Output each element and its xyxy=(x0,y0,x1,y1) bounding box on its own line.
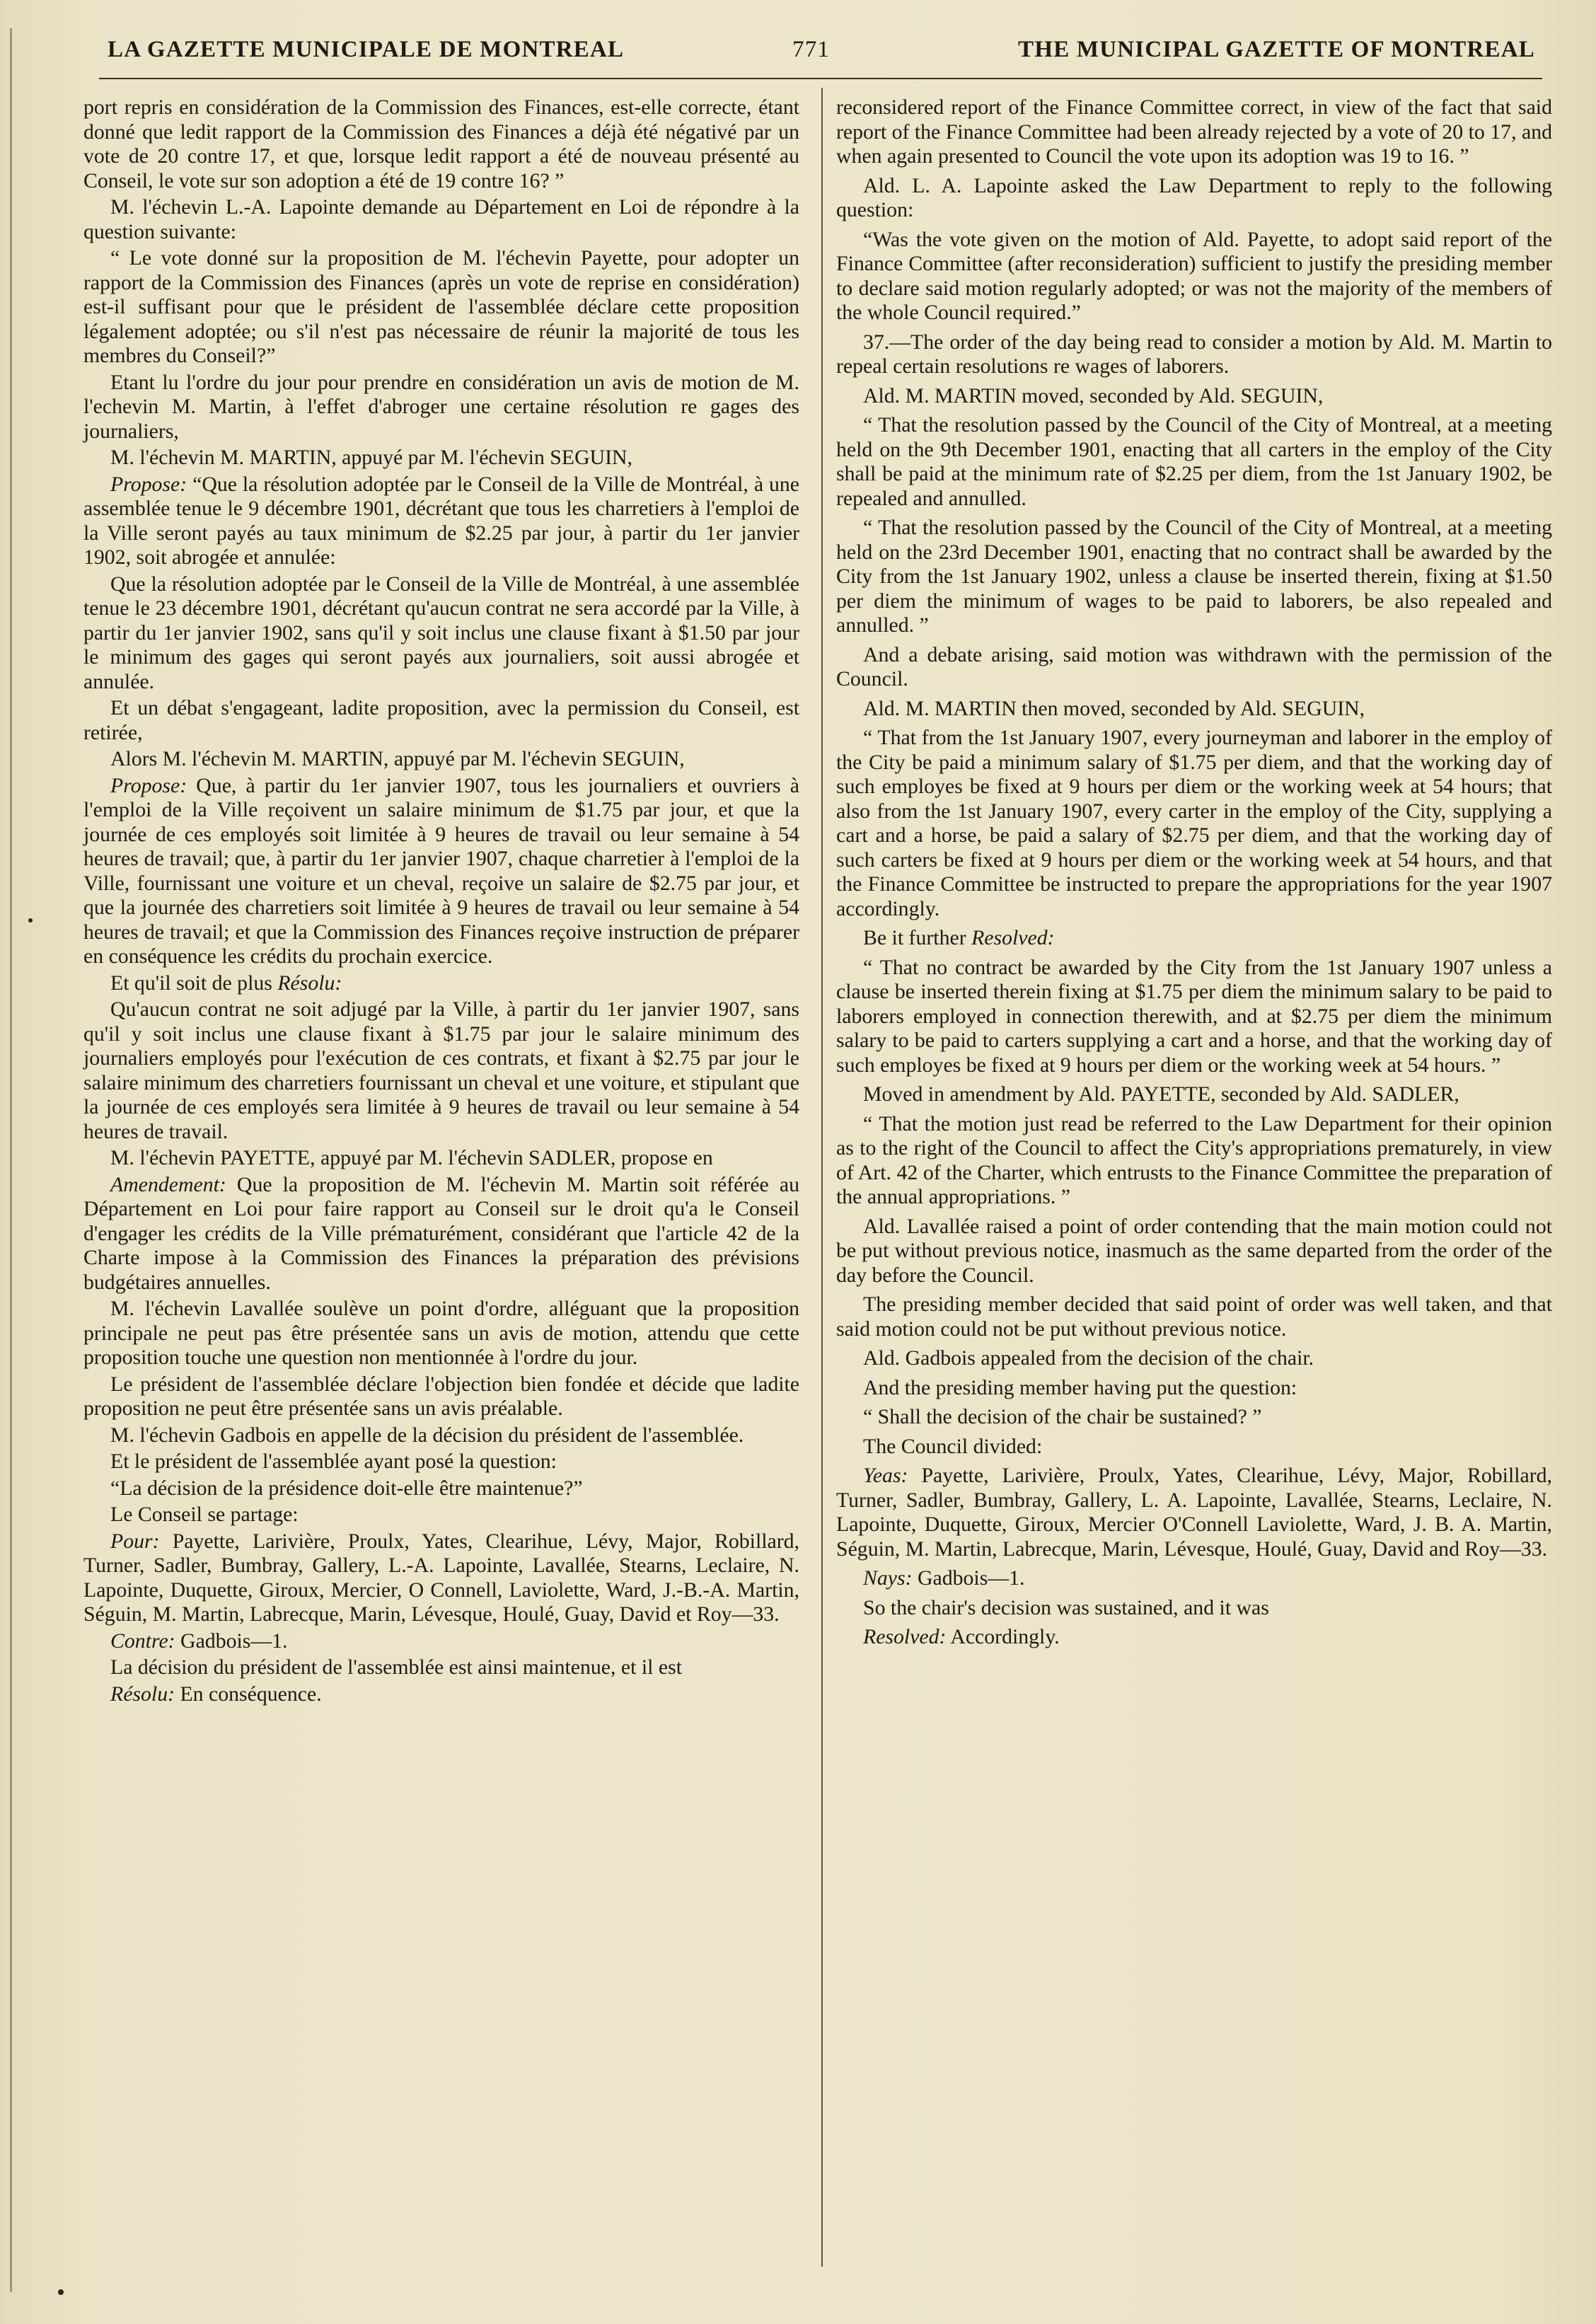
paragraph: Alors M. l'échevin M. MARTIN, appuyé par M. l'échevin SEGUIN, xyxy=(110,747,685,770)
text: Gadbois—1. xyxy=(180,1629,288,1653)
paragraph: M. l'échevin M. MARTIN, appuyé par M. l'échevin SEGUIN, xyxy=(110,446,632,469)
binding-edge xyxy=(10,28,12,2292)
paragraph: “ That the resolution passed by the Council of the City of Montreal, at a meeting held on the 23rd December 1901, enacting that no contract shall be awarded by the City from the 1st January 1902, unless a clause be inserted therein, fixing at $1.50 per diem the minimum of wages to be paid to laborers, be also repealed and annulled. ” xyxy=(836,516,1552,637)
text: Et qu'il soit de plus xyxy=(110,971,272,995)
paragraph: “ Le vote donné sur la proposition de M. l'échevin Payette, pour adopter un rapport de la Commission des Finances (après un vote de reprise en considération) est-il suffisant pour que le président de l'assemblée déclare cette proposition légalement adoptée; ou s'il n'est pas nécessaire de réunir la majorité de tous les membres du Conseil?” xyxy=(83,246,799,367)
paragraph: “ That the motion just read be referred to the Law Department for their opinion as to the right of the Council to affect the City's appropriations prematurely, in view of Art. 42 of the Charter, which entrusts to the Finance Committee the preparation of the annual appropriations. ” xyxy=(836,1111,1552,1208)
text: Gadbois—1. xyxy=(917,1566,1025,1590)
french-column xyxy=(83,96,799,1709)
margin-dot xyxy=(28,918,33,923)
paragraph: Moved in amendment by Ald. PAYETTE, seconded by Ald. SADLER, xyxy=(863,1082,1459,1106)
text: Que la proposition de M. l'échevin M. Martin soit référée au Département en Loi pour faire rapport au Conseil sur le droit qu'a le Conseil d'engager les crédits de la Ville prématurément, considérant que l'article 42 de la Charte impose à la Commission des Finances la préparation des prévisions budgétaires annuelles. xyxy=(83,1172,800,1294)
label-resolu: Résolu: xyxy=(277,971,342,995)
paragraph: M. l'échevin Gadbois en appelle de la décision du président de l'assemblée. xyxy=(110,1423,744,1447)
paragraph xyxy=(836,1625,1552,1650)
paragraph: And the presiding member having put the question: xyxy=(863,1375,1297,1399)
label-resolved: Resolved: xyxy=(863,1625,947,1648)
paragraph: Et un débat s'engageant, ladite proposition, avec la permission du Conseil, est retirée, xyxy=(83,696,799,744)
paragraph xyxy=(83,473,799,570)
paragraph: The Council divided: xyxy=(863,1434,1043,1458)
label-contre: Contre: xyxy=(110,1629,175,1653)
paragraph: port repris en considération de la Commission des Finances, est-elle correcte, étant donné que ledit rapport de la Commission des Finances a déjà été négativé par un vote de 20 contre 17, et que, lorsque ledit rapport a été de nouveau présenté au Conseil, le vote sur son adoption a été de 19 contre 16? ” xyxy=(83,96,799,192)
paragraph: “Was the vote given on the motion of Ald. Payette, to adopt said report of the Finance Committee (after reconsideration) sufficient to justify the presiding member to declare said motion regularly adopted; or was not the majority of the members of the whole Council required.” xyxy=(836,227,1552,324)
paragraph: La décision du président de l'assemblée est ainsi maintenue, et il est xyxy=(110,1655,682,1679)
paragraph: Que la résolution adoptée par le Conseil de la Ville de Montréal, à une assemblée tenue le 23 décembre 1901, décrétant qu'aucun contrat ne sera accordé par la Ville, à partir du 1er janvier 1902, sans qu'il y soit inclus une clause fixant à $1.50 par jour le minimum des gages qui seront payés aux journaliers, soit aussi abrogée et annulée. xyxy=(83,572,799,693)
paragraph: M. l'échevin L.-A. Lapointe demande au Département en Loi de répondre à la question suivante: xyxy=(83,195,799,243)
label-resolved: Resolved: xyxy=(971,926,1055,949)
label-pour: Pour: xyxy=(110,1529,160,1553)
paragraph xyxy=(836,1566,1552,1591)
text: Payette, Larivière, Proulx, Yates, Clearihue, Lévy, Major, Robillard, Turner, Sadler, Bumbray, Gallery, L.-A. Lapointe, Lavallée, Stearns, Leclaire, N. Lapointe, Duquette, Giroux, Mercier, O Connell, Laviolette, Ward, J.-B.-A. Martin, Séguin, M. Martin, Labrecque, Marin, Lévesque, Houlé, Guay, David et Roy—33. xyxy=(83,1529,799,1626)
header-french-title: LA GAZETTE MUNICIPALE DE MONTREAL xyxy=(108,37,625,62)
label-nays: Nays: xyxy=(863,1566,913,1590)
paragraph: “ Shall the decision of the chair be sustained? ” xyxy=(863,1405,1262,1428)
paragraph: Ald. Gadbois appealed from the decision of the chair. xyxy=(863,1346,1314,1370)
paragraph: M. l'échevin Lavallée soulève un point d'ordre, alléguant que la proposition principale ne peut pas être présentée sans un avis de motion, attendu que cette proposition touche une question non mentionnée à l'ordre du jour. xyxy=(83,1297,799,1369)
column-divider xyxy=(821,88,823,2267)
paragraph xyxy=(83,1682,799,1707)
paragraph: 37.—The order of the day being read to consider a motion by Ald. M. Martin to repeal certain resolutions re wages of laborers. xyxy=(836,330,1552,378)
paragraph: Etant lu l'ordre du jour pour prendre en considération un avis de motion de M. l'echevin M. Martin, à l'effet d'abroger une certaine résolution re gages des journaliers, xyxy=(83,370,799,443)
paragraph: And a debate arising, said motion was withdrawn with the permission of the Council. xyxy=(836,642,1552,690)
paragraph: “ That the resolution passed by the Council of the City of Montreal, at a meeting held on the 9th December 1901, enacting that all carters in the employ of the City shall be paid at the minimum rate of $2.25 per diem, from the 1st January 1902, be repealed and annulled. xyxy=(836,413,1552,510)
paragraph: “ That from the 1st January 1907, every journeyman and laborer in the employ of the City be paid a minimum salary of $1.75 per diem, and that the working day of such employes be fixed at 9 hours per diem or the working week at 54 hours; that also from the 1st January 1907, every carter in the employ of the City, supplying a cart and a horse, be paid a salary of $2.75 per diem, and that the working day of such carters be fixed at 9 hours per diem or the working week at 54 hours, and that the Finance Committee be instructed to prepare the appropriations for the year 1907 accordingly. xyxy=(836,726,1552,920)
label-yeas: Yeas: xyxy=(863,1464,908,1487)
paragraph xyxy=(836,1464,1552,1561)
paragraph: So the chair's decision was sustained, and it was xyxy=(863,1595,1269,1619)
english-column xyxy=(836,96,1552,1655)
label-propose: Propose: xyxy=(110,773,187,797)
paragraph xyxy=(83,774,799,969)
paragraph: Ald. Lavallée raised a point of order contending that the main motion could not be put without previous notice, inasmuch as the same departed from the order of the day before the Council. xyxy=(836,1214,1552,1287)
label-propose: Propose: xyxy=(110,472,187,496)
label-amendement: Amendement: xyxy=(110,1172,226,1196)
header-rule xyxy=(99,78,1542,79)
paragraph: Qu'aucun contrat ne soit adjugé par la Ville, à partir du 1er janvier 1907, sans qu'il y soit inclus une clause fixant à $1.75 par jour le salaire minimum des journaliers employés pour l'exécution de ces contrats, et fixant à $2.75 par jour le salaire minimum des charretiers fournissant un cheval et une voiture, et stipulant que la journée de ces employés sera limitée à 9 heures de travail ou leur semaine à 54 heures de travail. xyxy=(83,998,799,1143)
text: Be it further xyxy=(863,926,966,949)
margin-dot xyxy=(58,2289,64,2295)
running-header xyxy=(99,30,1535,72)
text: En conséquence. xyxy=(180,1682,322,1706)
paragraph: Et le président de l'assemblée ayant posé la question: xyxy=(110,1450,557,1473)
paragraph: Ald. M. MARTIN then moved, seconded by Ald. SEGUIN, xyxy=(863,696,1365,720)
paragraph: reconsidered report of the Finance Committee correct, in view of the fact that said report of the Finance Committee had been already rejected by a vote of 20 to 17, and when again presented to Council the vote upon its adoption was 19 to 16. ” xyxy=(836,96,1552,168)
text: “Que la résolution adoptée par le Conseil de la Ville de Montréal, à une assemblée tenue le 9 décembre 1901, décrétant que tous les charretiers à l'emploi de la Ville seront payés au taux minimum de $2.25 par jour, à partir du 1er janvier 1902, soit abrogée et annulée: xyxy=(83,472,800,569)
paragraph xyxy=(836,926,1552,951)
label-resolu: Résolu: xyxy=(110,1682,175,1706)
paragraph xyxy=(83,971,799,996)
text: Payette, Larivière, Proulx, Yates, Clearihue, Lévy, Major, Robillard, Turner, Sadler, Bumbray, Gallery, L. A. Lapointe, Lavallée, Stearns, Leclaire, N. Lapointe, Duquette, Giroux, Mercier O'Connell Laviolette, Ward, J. B. A. Martin, Séguin, M. Martin, Labrecque, Marin, Lévesque, Houlé, Guay, David and Roy—33. xyxy=(836,1464,1553,1561)
text: Que, à partir du 1er janvier 1907, tous les journaliers et ouvriers à l'emploi de la Ville reçoivent un salaire minimum de $1.75 par jour, et que la journée de ces employés soit limitée à 9 heures de travail ou leur semaine à 54 heures de travail; que, à partir du 1er janvier 1907, chaque charretier à l'emploi de la Ville, fournissant une voiture et un cheval, reçoive un salaire de $2.75 par jour, et que la journée des charretiers soit limitée à 9 heures de travail ou leur semaine à 54 heures de travail; et que la Commission des Finances reçoive instruction de préparer en conséquence les crédits du prochain exercice. xyxy=(83,773,799,968)
paragraph xyxy=(83,1629,799,1654)
paragraph: Ald. L. A. Lapointe asked the Law Department to reply to the following question: xyxy=(836,173,1552,221)
paragraph xyxy=(83,1530,799,1627)
paragraph: Le Conseil se partage: xyxy=(110,1503,299,1526)
paragraph: Ald. M. MARTIN moved, seconded by Ald. SEGUIN, xyxy=(863,383,1324,407)
paragraph: Le président de l'assemblée déclare l'objection bien fondée et décide que ladite proposition ne peut être présentée sans un avis préalable. xyxy=(83,1372,799,1420)
text: Accordingly. xyxy=(950,1625,1060,1648)
paragraph: “La décision de la présidence doit-elle être maintenue?” xyxy=(110,1476,583,1500)
paragraph: “ That no contract be awarded by the City from the 1st January 1907 unless a clause be inserted therein fixing at $1.75 per diem the minimum salary to be paid to laborers employed in connection therewith, and at $2.75 per diem the minimum salary to be paid to carters supplying a cart and a horse, and that the working day of such employes be fixed at 9 hours per diem or the working week at 54 hours. ” xyxy=(836,955,1552,1077)
page-number: 771 xyxy=(792,37,831,62)
paragraph xyxy=(83,1173,799,1295)
paragraph: The presiding member decided that said point of order was well taken, and that said motion could not be put without previous notice. xyxy=(836,1293,1552,1341)
header-english-title: THE MUNICIPAL GAZETTE OF MONTREAL xyxy=(1018,37,1535,62)
paragraph: M. l'échevin PAYETTE, appuyé par M. l'échevin SADLER, propose en xyxy=(110,1146,713,1169)
